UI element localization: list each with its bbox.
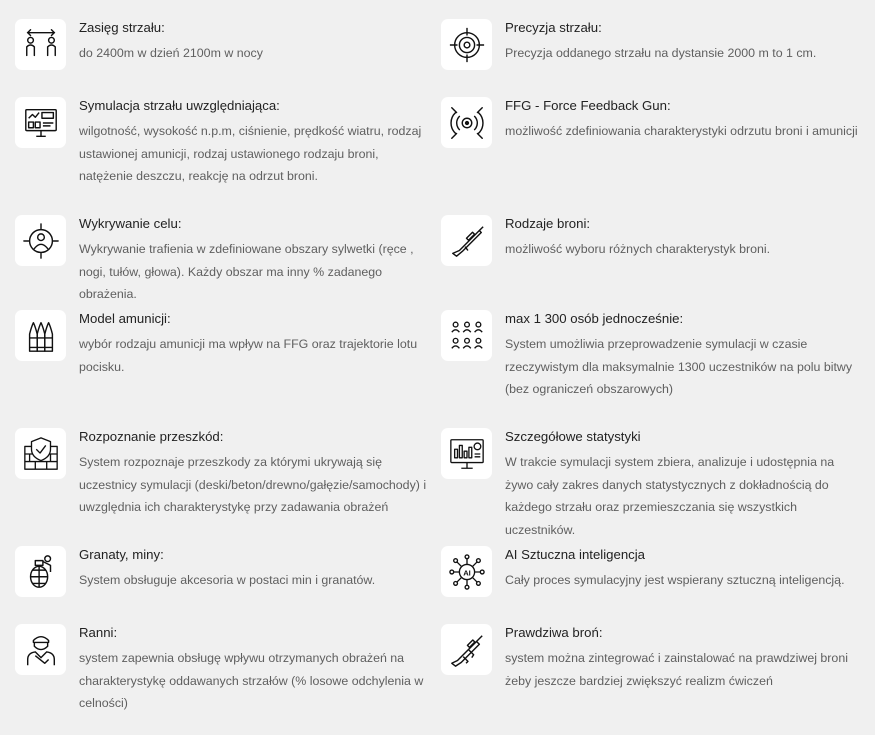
shield-wall-icon — [15, 428, 66, 479]
feature-title: Zasięg strzału: — [79, 20, 165, 35]
people-group-icon — [441, 310, 492, 361]
vibration-target-icon — [441, 97, 492, 148]
assault-rifle-icon — [441, 624, 492, 675]
feature-description: wilgotność, wysokość n.p.m, ciśnienie, prędkość wiatru, rodzaj ustawionej amunicji, rodzaj ustawionego rodzaju broni, natężenie deszczu, reakcję na odrzut broni. — [79, 124, 422, 184]
feature-description: wybór rodzaju amunicji ma wpływ na FFG oraz trajektorie lotu pocisku. — [79, 337, 418, 374]
feature-description: W trakcie symulacji system zbiera, analizuje i udostępnia na żywo cały zakres danych statystycznych z dokładnością do każdego strzału oraz przemieszczania się wszystkich uczestników. — [505, 455, 835, 537]
person-target-icon — [15, 215, 66, 266]
feature-title: Ranni: — [79, 625, 118, 640]
feature-description: możliwość zdefiniowania charakterystyki odrzutu broni i amunicji — [505, 124, 858, 138]
feature-title: Precyzja strzału: — [505, 20, 602, 35]
feature-description: system można zintegrować i zainstalować na prawdziwej broni żeby jeszcze bardziej zwiększyć realizm ćwiczeń — [505, 651, 848, 688]
feature-title: Symulacja strzału uwzględniająca: — [79, 98, 280, 113]
feature-title: max 1 300 osób jednocześnie: — [505, 311, 684, 326]
wounded-soldier-icon — [15, 624, 66, 675]
crosshair-target-icon — [441, 19, 492, 70]
statistics-monitor-icon — [441, 428, 492, 479]
feature-description: System umożliwia przeprowadzenie symulacji w czasie rzeczywistym dla maksymalnie 1300 uczestników na polu bitwy (bez ograniczeń obszarowych) — [505, 337, 853, 397]
feature-title: AI Sztuczna inteligencja — [505, 547, 646, 562]
feature-title: Model amunicji: — [79, 311, 171, 326]
feature-description: Cały proces symulacyjny jest wspierany sztuczną inteligencją. — [505, 573, 845, 587]
ai-chip-icon — [441, 546, 492, 597]
grenade-icon — [15, 546, 66, 597]
feature-description: Wykrywanie trafienia w zdefiniowane obszary sylwetki (ręce , nogi, tułów, głowa). Każdy obszar ma inny % zadanego obrażenia. — [79, 242, 414, 302]
monitor-dashboard-icon — [15, 97, 66, 148]
feature-title: Granaty, miny: — [79, 547, 164, 562]
feature-title: Szczegółowe statystyki — [505, 429, 641, 444]
bullets-icon — [15, 310, 66, 361]
svg-text:AI: AI — [462, 567, 471, 577]
rifle-icon — [441, 215, 492, 266]
feature-description: System obsługuje akcesoria w postaci min i granatów. — [79, 573, 376, 587]
feature-description: System rozpoznaje przeszkody za którymi ukrywają się uczestnicy symulacji (deski/beton/drewno/gałęzie/samochody) i uwzględnia ich charakterystykę przy zadawania obrażeń — [79, 455, 427, 515]
feature-description: możliwość wyboru różnych charakterystyk broni. — [505, 242, 771, 256]
feature-description: system zapewnia obsługę wpływu otrzymanych obrażeń na charakterystykę oddawanych strzałów (% losowe odchylenia w celności) — [79, 651, 424, 711]
feature-description: do 2400m w dzień 2100m w nocy — [79, 46, 263, 60]
range-distance-icon — [15, 19, 66, 70]
feature-title: Rodzaje broni: — [505, 216, 591, 231]
feature-title: Rozpoznanie przeszkód: — [79, 429, 224, 444]
feature-title: FFG - Force Feedback Gun: — [505, 98, 671, 113]
feature-title: Wykrywanie celu: — [79, 216, 182, 231]
feature-description: Precyzja oddanego strzału na dystansie 2000 m to 1 cm. — [505, 46, 817, 60]
feature-title: Prawdziwa broń: — [505, 625, 603, 640]
